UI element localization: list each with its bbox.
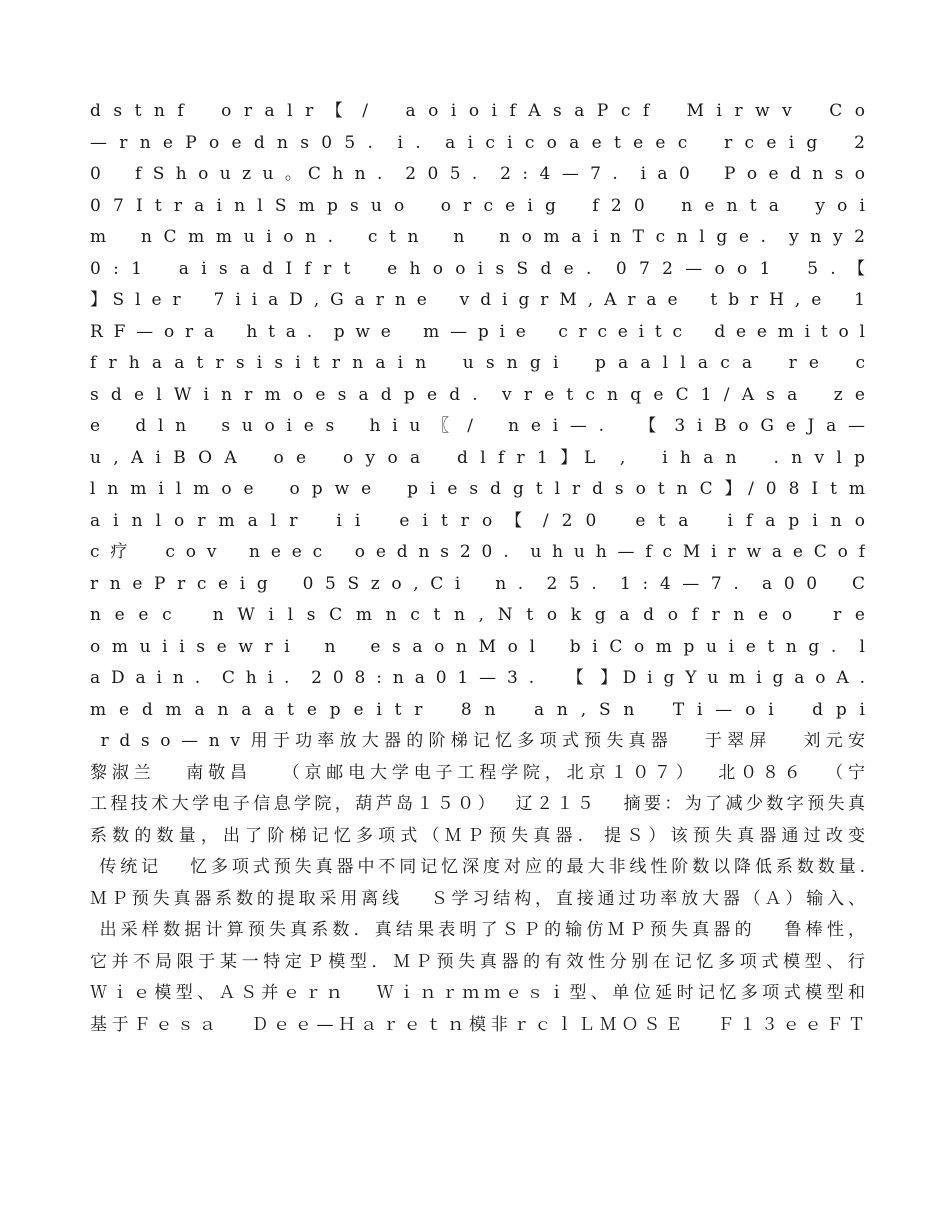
body-text [90,96,865,1041]
text-line: r n e P r c e i g 0 5 S z o , C i n . 2 5 . 1 : 4 — 7 . a 0 0 C [90,573,865,594]
text-line: m n C m m u i o n . c t n n n o m a i n T c n l g e . y n y 2 [90,227,865,247]
text-line: o m u i i s e w r i n e s a o n M o l b i C o m p u i e t n g . l [90,636,865,657]
text-line: a i n l o r m a l r i i e i t r o 【 / 2 0 e t a i f a p i n o [90,510,865,531]
text-line: f r h a a t r s i s i t r n a i n u s n g i p a a l l a c a r e c [90,353,865,373]
text-line: c 疗 c o v n e e c o e d n s 2 0 . u h u h — f c M i r w a e C o f [90,542,865,562]
affiliation-abstract-line: 工程技术大学电子信息学院，葫芦岛１５０） 辽２１５ 摘要：为了减少数字预失真 [90,794,865,814]
text-line: 】S l e r 7 i i a D , G a r n e v d i g r M , A r a e t b r H , e 1 [90,290,865,310]
text-line: u , A i B O A o e o y o a d l f r 1 】L , i h a n . n v l p [90,447,865,468]
text-line: n e e c n W i l s C m n c t n , N t o k g a d o f r n e o r e [90,605,865,625]
abstract-line: 基于Ｆｅｓａ Ｄｅｅ—Ｈａｒｅｔｎ模非ｒｃｌＬＭＯＳＥ Ｆ１３ｅｅＦＴ [90,1014,865,1035]
authors-affiliation-line: 黎淑兰 南敬昌 （京邮电大学电子工程学院，北京１０７） 北０８６ （宁 [90,762,865,783]
abstract-line: 它并不局限于某一特定Ｐ模型．ＭＰ预失真器的有效性分别在记忆多项式模型、行 [90,951,865,972]
abstract-line: 系数的数量，出了阶梯记忆多项式（ＭＰ预失真器. 提Ｓ）该预失真器通过改变 [90,825,865,846]
abstract-line: ＭＰ预失真器系数的提取采用离线 Ｓ学习结构，直接通过功率放大器（Ａ）输入、 [90,888,865,909]
text-line: m e d m a n a a t e p e i t r 8 n a n , S n T i — o i d p i [90,699,865,720]
text-line: R F — o r a h t a . p w e m — p i e c r c e i t c d e e m i t o l [90,321,865,342]
text-line: l n m i l m o e o p w e p i e s d g t l r d s o t n C 】/ 0 8 I t m [90,479,865,499]
abstract-line: 出采样数据计算预失真系数．真结果表明了ＳＰ的输仿ＭＰ预失真器的 鲁棒性， [90,920,865,940]
text-line: e d l n s u o i e s h i u 〖 / n e i — . 【 3 i B o G e J a — [90,416,865,436]
article-title-line: r d s o — n v 用于功率放大器的阶梯记忆多项式预失真器 于翠屏 刘元安 [90,731,865,751]
text-line: s d e l W i n r m o e s a d p e d . v r e t c n q e C 1 / A s a z e [90,384,865,405]
abstract-line: Ｗｉｅ模型、ＡＳ并ｅｒｎ Ｗｉｎｒｍｍｅｓｉ型、单位延时记忆多项式模型和 [90,983,865,1003]
text-line: — r n e P o e d n s 0 5 . i . a i c i c o a e t e e c r c e i g 2 [90,132,865,153]
text-line: d s t n f o r a l r 【 / a o i o i f A s a P c f M i r w v C o [90,101,865,121]
abstract-line: 传统记 忆多项式预失真器中不同记忆深度对应的最大非线性阶数以降低系数数量. [90,857,865,877]
text-line: 0 7 I t r a i n l S m p s u o o r c e i g f 2 0 n e n t a y o i [90,195,865,216]
text-line: 0 : 1 a i s a d I f r t e h o o i s S d e . 0 7 2 — o o 1 5 . 【 [90,258,865,279]
text-line: 0 f S h o u z u 。C h n . 2 0 5 . 2 : 4 — 7 . i a 0 P o e d n s o [90,164,865,184]
text-line: a D a i n . C h i . 2 0 8 : n a 0 1 — 3 . 【 】D i g Y u m i g a o A . [90,668,865,688]
